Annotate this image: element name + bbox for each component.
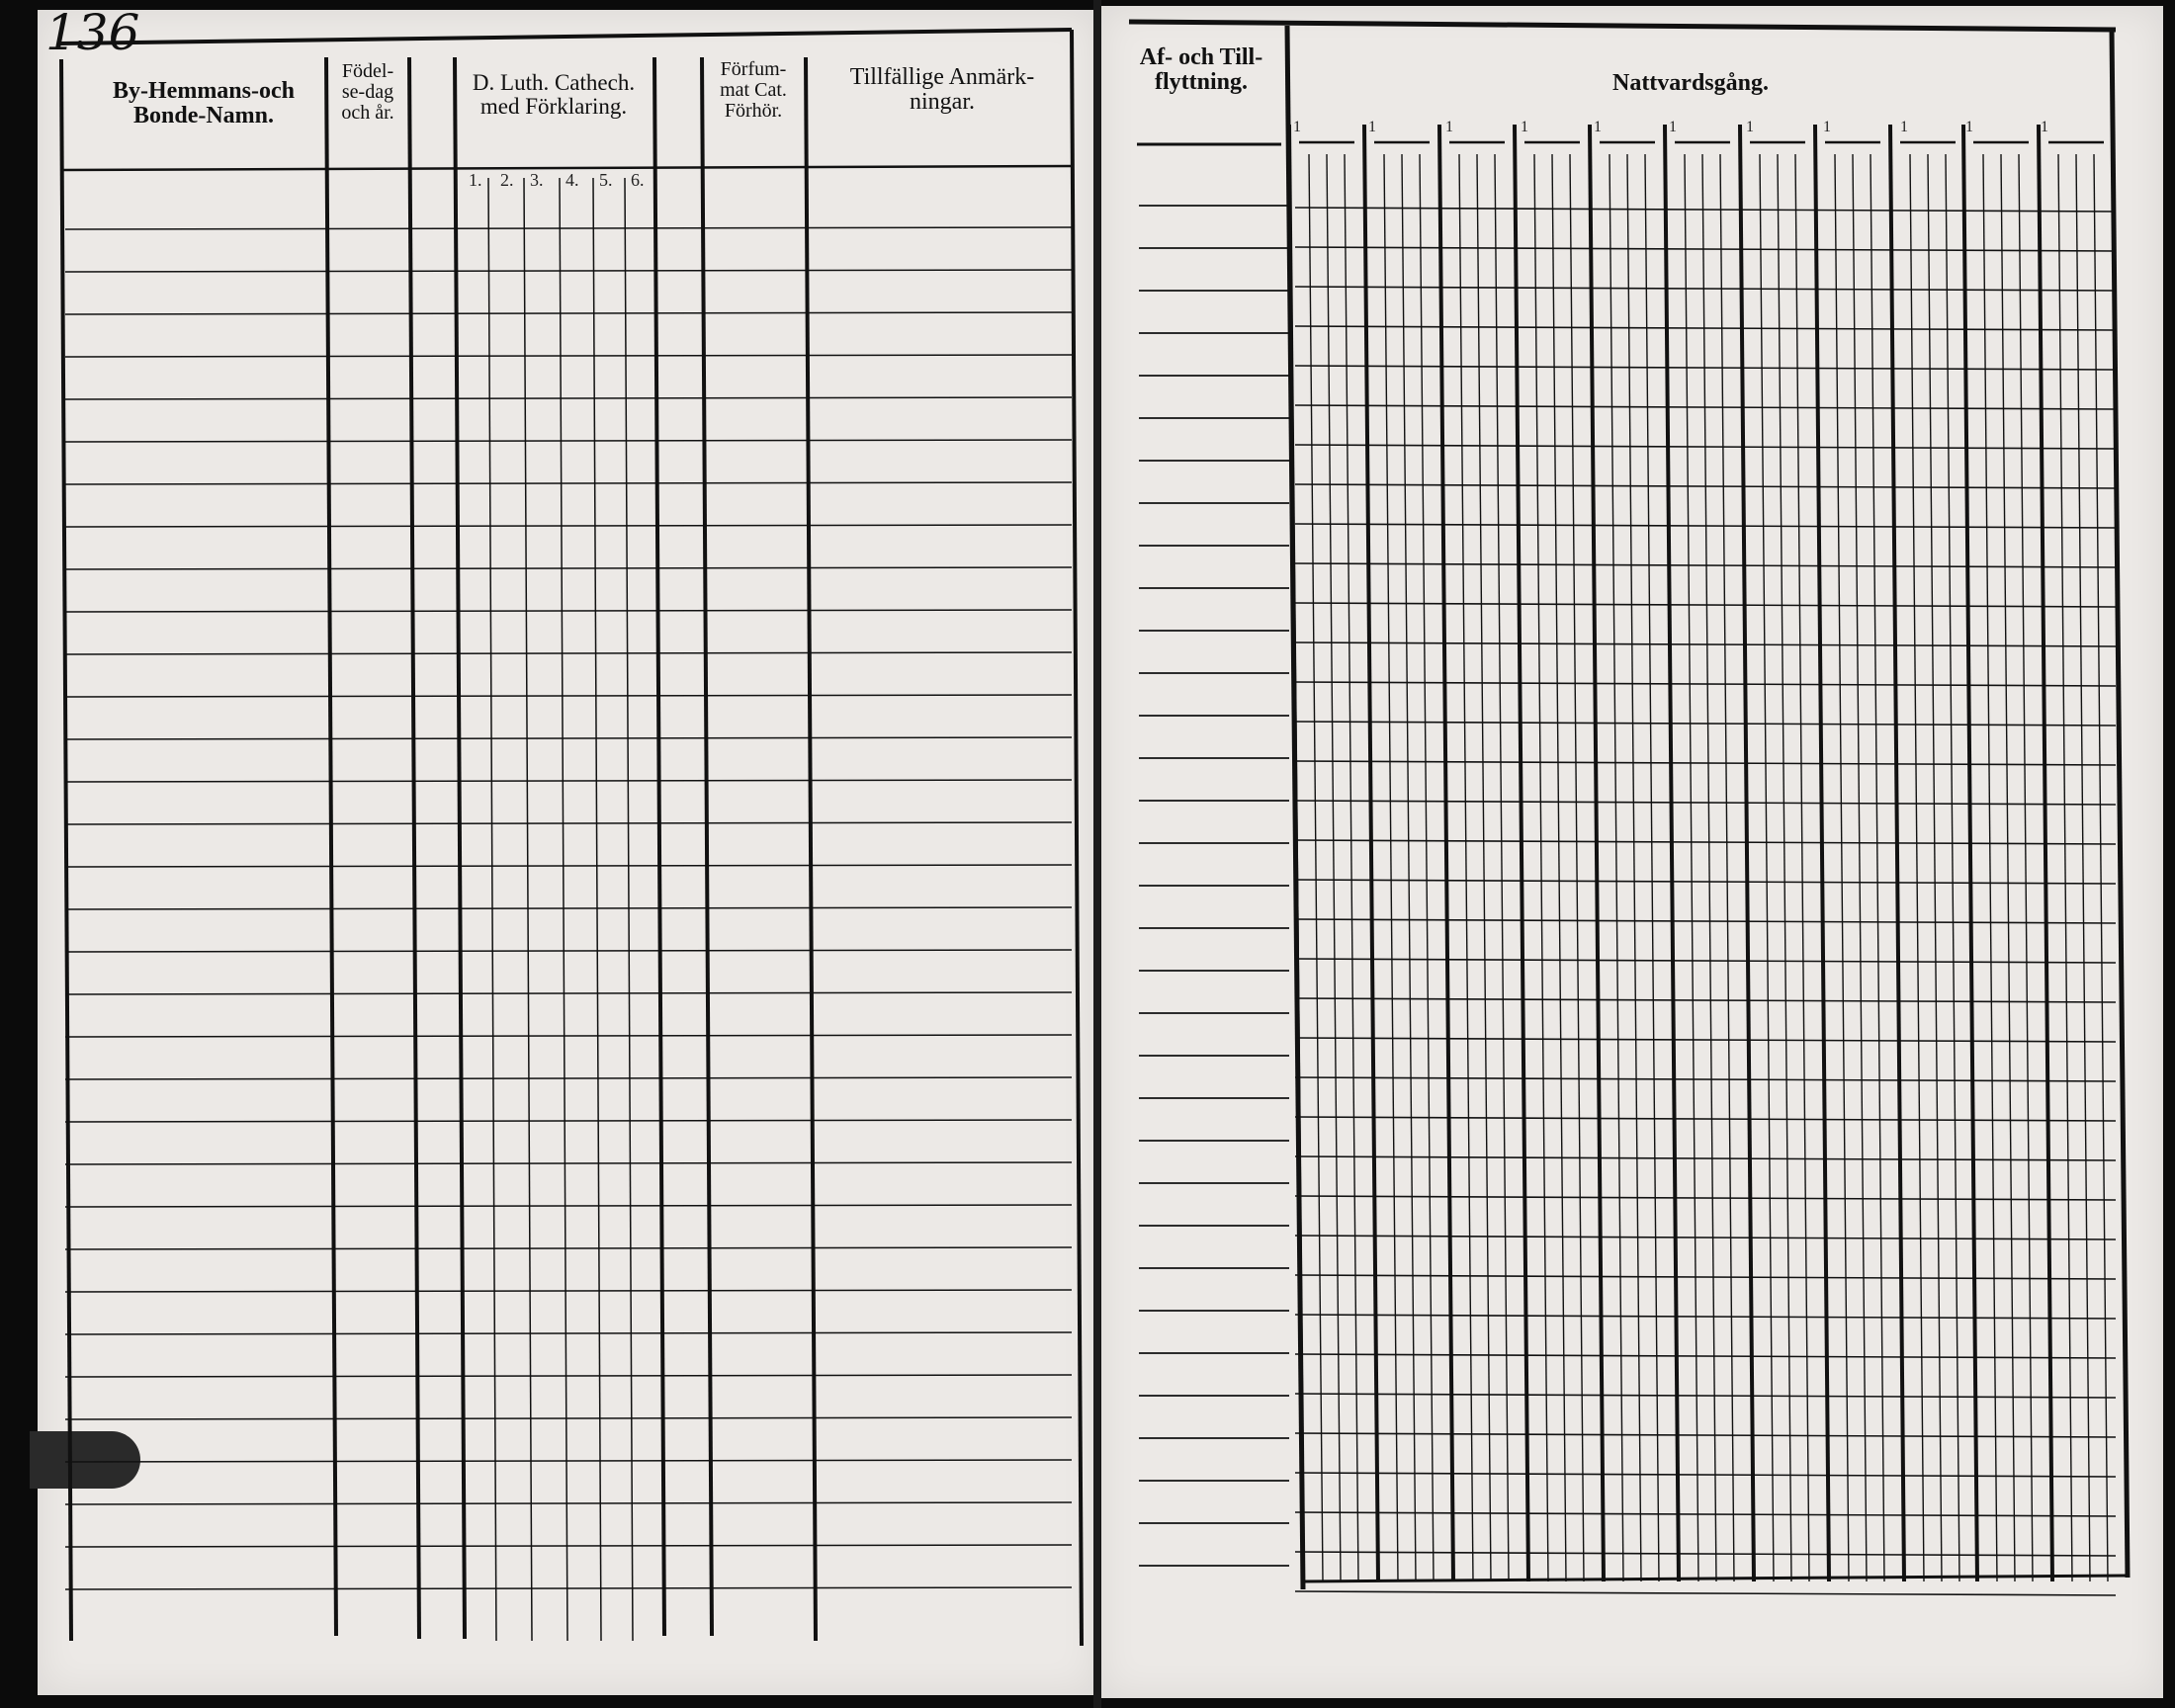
year-mark-7: 1 xyxy=(1746,119,1754,135)
year-subcolumn-line xyxy=(1309,154,1323,1581)
left-row-line xyxy=(65,737,1072,739)
year-group-line xyxy=(1815,125,1829,1581)
communion-row-line xyxy=(1295,247,2116,251)
left-row-line xyxy=(65,610,1072,612)
left-column-line xyxy=(326,57,336,1636)
year-subcolumn-line xyxy=(2076,154,2090,1581)
left-row-line xyxy=(65,992,1072,994)
left-row-line xyxy=(65,1502,1072,1504)
header-luther-catechism: D. Luth. Cathech. med Förklaring. xyxy=(472,70,636,120)
year-group-line xyxy=(1289,125,1303,1581)
year-subcolumn-line xyxy=(2094,154,2108,1581)
left-row-line xyxy=(65,1120,1072,1122)
communion-row-line xyxy=(1295,1354,2116,1358)
left-column-line xyxy=(1072,30,1082,1646)
year-mark-4: 1 xyxy=(1521,119,1528,135)
catechism-subcolumn-line xyxy=(524,178,532,1641)
communion-row-line xyxy=(1295,1275,2116,1279)
left-row-line xyxy=(65,567,1072,569)
catechism-subcolumn-line xyxy=(593,178,601,1641)
left-row-line xyxy=(65,695,1072,697)
left-row-line xyxy=(65,397,1072,399)
communion-row-line xyxy=(1295,722,2116,726)
page-number: 136 xyxy=(45,4,140,61)
year-subcolumn-line xyxy=(2058,154,2072,1581)
left-top-rule xyxy=(59,30,1072,43)
catechism-subcolumn-line xyxy=(560,178,567,1641)
communion-row-line xyxy=(1295,840,2116,844)
communion-row-line xyxy=(1295,1236,2116,1239)
left-row-line xyxy=(65,652,1072,654)
left-row-line xyxy=(65,1290,1072,1292)
left-row-line xyxy=(65,865,1072,867)
year-subcolumn-line xyxy=(2019,154,2033,1581)
year-mark-5: 1 xyxy=(1594,119,1602,135)
year-group-line xyxy=(1364,125,1378,1581)
year-mark-1: 1 xyxy=(1293,119,1301,135)
year-subcolumn-line xyxy=(1610,154,1623,1581)
communion-row-line xyxy=(1295,1038,2116,1042)
communion-row-line xyxy=(1295,1512,2116,1516)
communion-row-line xyxy=(1295,1196,2116,1200)
year-mark-10: 1 xyxy=(1965,119,1973,135)
left-row-line xyxy=(65,440,1072,442)
catechism-subcolumn-4: 4. xyxy=(566,170,579,190)
left-row-line xyxy=(65,1332,1072,1334)
year-subcolumn-line xyxy=(1345,154,1358,1581)
left-row-line xyxy=(65,1545,1072,1547)
year-group-line xyxy=(1439,125,1453,1581)
catechism-subcolumn-2: 2. xyxy=(500,170,514,190)
catechism-subcolumn-1: 1. xyxy=(469,170,482,190)
left-row-line xyxy=(65,1587,1072,1589)
year-subcolumn-line xyxy=(1477,154,1491,1581)
communion-row-line xyxy=(1295,603,2116,607)
left-row-line xyxy=(65,227,1072,229)
communion-row-line xyxy=(1295,1473,2116,1477)
left-row-line xyxy=(65,1205,1072,1207)
catechism-subcolumn-5: 5. xyxy=(599,170,613,190)
year-subcolumn-line xyxy=(1384,154,1398,1581)
year-group-line xyxy=(2039,125,2052,1581)
year-subcolumn-line xyxy=(1420,154,1434,1581)
communion-row-line xyxy=(1295,880,2116,884)
communion-row-line xyxy=(1295,563,2116,567)
communion-row-line xyxy=(1295,1394,2116,1398)
year-group-line xyxy=(1665,125,1679,1581)
year-mark-11: 1 xyxy=(2041,119,2048,135)
catechism-subcolumn-line xyxy=(625,178,633,1641)
year-group-line xyxy=(1590,125,1604,1581)
left-row-line xyxy=(65,1077,1072,1079)
left-row-line xyxy=(65,822,1072,824)
left-row-line xyxy=(65,907,1072,909)
left-row-line xyxy=(65,355,1072,357)
left-row-line xyxy=(65,950,1072,952)
communion-row-line xyxy=(1295,761,2116,765)
year-subcolumn-line xyxy=(1327,154,1341,1581)
year-group-line xyxy=(1515,125,1528,1581)
right-outer-border xyxy=(2112,30,2128,1578)
communion-row-line xyxy=(1295,801,2116,805)
header-moving: Af- och Till- flyttning. xyxy=(1139,44,1263,96)
year-mark-2: 1 xyxy=(1368,119,1376,135)
left-column-line xyxy=(61,59,71,1641)
header-village-names: By-Hemmans-och Bonde-Namn. xyxy=(113,78,295,129)
communion-row-line xyxy=(1295,998,2116,1002)
left-row-line xyxy=(65,1247,1072,1249)
left-row-line xyxy=(65,1417,1072,1419)
communion-row-line xyxy=(1295,959,2116,963)
year-group-line xyxy=(1890,125,1904,1581)
year-mark-3: 1 xyxy=(1445,119,1453,135)
left-column-line xyxy=(409,57,419,1639)
header-remarks: Tillfällige Anmärk- ningar. xyxy=(849,64,1035,116)
communion-row-line xyxy=(1295,642,2116,646)
communion-row-line xyxy=(1295,1433,2116,1437)
header-missed-examination: Förfum- mat Cat. Förhör. xyxy=(720,58,787,122)
right-top-rule xyxy=(1129,22,2116,30)
year-subcolumn-line xyxy=(1495,154,1509,1581)
communion-row-line xyxy=(1295,1315,2116,1319)
year-subcolumn-line xyxy=(1627,154,1641,1581)
left-row-line xyxy=(65,312,1072,314)
year-subcolumn-line xyxy=(1459,154,1473,1581)
communion-row-line xyxy=(1295,208,2116,212)
communion-row-line xyxy=(1295,326,2116,330)
communion-row-line xyxy=(1295,366,2116,370)
year-subcolumn-line xyxy=(2001,154,2015,1581)
left-row-line xyxy=(65,270,1072,272)
communion-bottom-rule xyxy=(1303,1576,2126,1581)
left-row-line xyxy=(65,1375,1072,1377)
header-communion: Nattvardsgång. xyxy=(1611,70,1769,96)
left-row-line xyxy=(65,780,1072,782)
year-subcolumn-line xyxy=(1402,154,1416,1581)
communion-row-line xyxy=(1295,682,2116,686)
catechism-subcolumn-6: 6. xyxy=(631,170,645,190)
communion-row-line xyxy=(1295,1552,2116,1556)
communion-row-line xyxy=(1295,919,2116,923)
left-row-line xyxy=(65,1460,1072,1462)
left-row-line xyxy=(65,1035,1072,1037)
left-row-line xyxy=(65,1162,1072,1164)
left-column-line xyxy=(654,57,664,1636)
left-column-line xyxy=(806,57,816,1641)
catechism-subcolumn-line xyxy=(488,178,496,1641)
year-subcolumn-line xyxy=(1570,154,1584,1581)
communion-row-line xyxy=(1295,1591,2116,1595)
year-group-line xyxy=(1740,125,1754,1581)
left-row-line xyxy=(65,525,1072,527)
year-mark-9: 1 xyxy=(1900,119,1908,135)
communion-row-line xyxy=(1295,287,2116,291)
catechism-subcolumn-3: 3. xyxy=(530,170,544,190)
left-column-line xyxy=(702,57,712,1636)
left-column-line xyxy=(455,57,465,1639)
year-subcolumn-line xyxy=(1645,154,1659,1581)
year-mark-8: 1 xyxy=(1823,119,1831,135)
header-birth-day: Födel- se-dag och år. xyxy=(341,60,394,124)
year-subcolumn-line xyxy=(1552,154,1566,1581)
year-group-line xyxy=(1963,125,1977,1581)
left-row-line xyxy=(65,482,1072,484)
year-mark-6: 1 xyxy=(1669,119,1677,135)
year-subcolumn-line xyxy=(1534,154,1548,1581)
